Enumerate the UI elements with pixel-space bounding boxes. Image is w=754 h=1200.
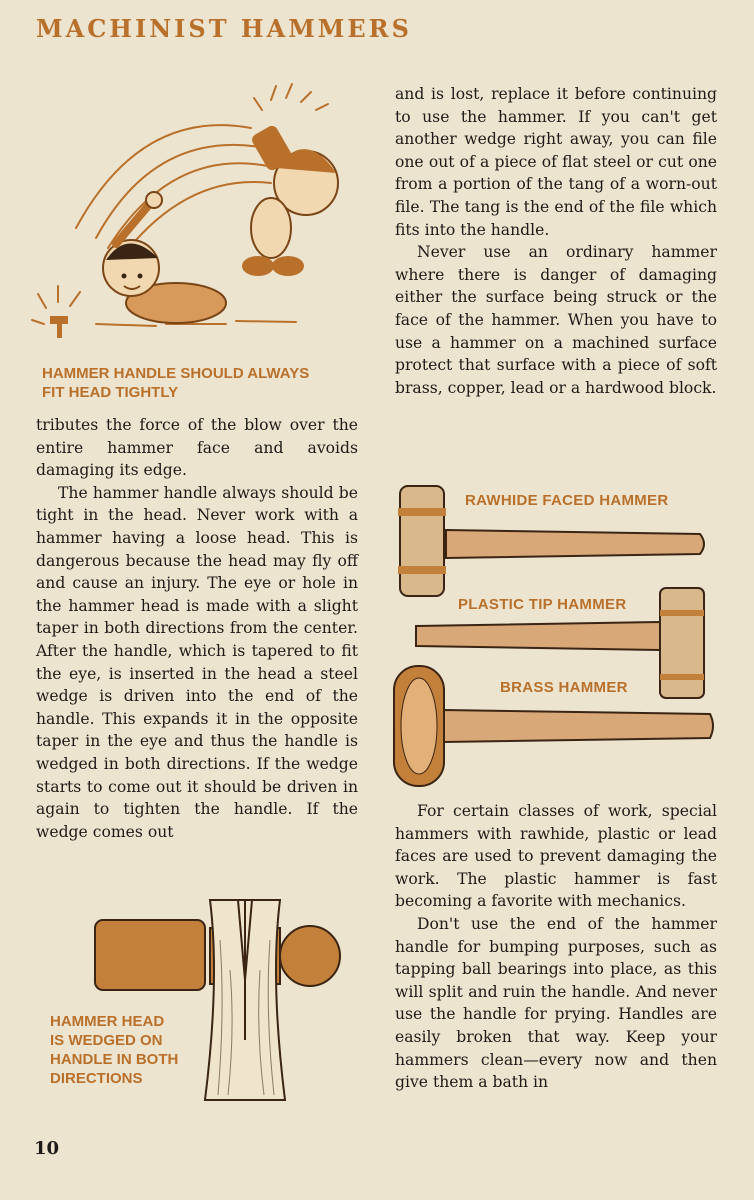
page-number: 10 (34, 1138, 60, 1159)
paragraph: tributes the force of the blow over the entire hammer face and avoids damaging its edge. (36, 416, 358, 480)
caption-line: IS WEDGED ON (50, 1032, 163, 1049)
paragraph: and is lost, replace it before continuing to use the hammer. If you can't get another wedge right away, you can file one out of a piece of flat steel or cut one from a portion of the tang of a worn-out file. The tang is the end of the file which fits into the handle. (395, 85, 717, 239)
caption-line: HANDLE IN BOTH (50, 1051, 179, 1068)
caption-line: HAMMER HEAD (50, 1013, 165, 1030)
right-column-text-bottom (395, 800, 717, 1094)
left-column-text (36, 414, 358, 843)
page-title: MACHINIST HAMMERS (36, 14, 412, 43)
paragraph: Never use an ordinary hammer where there is danger of damaging either the surface being struck or the face of the hammer. When you have to use a hammer on a machined surface protect that surface with a piece of soft brass, copper, lead or a hardwood block. (395, 243, 717, 397)
caption-line: FIT HEAD TIGHTLY (42, 384, 179, 401)
special-hammers-illustration (390, 478, 720, 798)
paragraph: Don't use the end of the hammer handle for bumping purposes, such as tapping ball bearings into place, as this will split and ruin the handle. And never use the handle for prying. Handles are easily broken that way. Keep your hammers clean—every now and then give them a bath in (395, 914, 717, 1092)
caption-line: DIRECTIONS (50, 1070, 143, 1087)
illustration-caption-top (42, 364, 309, 402)
cartoon-hammer-illustration (36, 88, 366, 358)
paragraph: The hammer handle always should be tight in the head. Never work with a hammer having a loose head. This is dangerous because the head may fly off and cause an injury. The eye or hole in the hammer head is made with a slight taper in both directions from the center. After the handle, which is tapered to fit the eye, is inserted in the head a steel wedge is driven into the end of the handle. This expands it in the opposite taper in the eye and thus the handle is wedged in both directions. If the wedge starts to come out it should be driven in again to tighten the handle. If the wedge comes out (36, 483, 358, 841)
plastic-hammer-label: PLASTIC TIP HAMMER (458, 596, 627, 613)
illustration-caption-bottom (50, 1012, 178, 1088)
paragraph: For certain classes of work, special hammers with rawhide, plastic or lead faces are used to prevent damaging the work. The plastic hammer is fast becoming a favorite with mechanics. (395, 802, 717, 911)
rawhide-hammer-label: RAWHIDE FACED HAMMER (465, 492, 669, 509)
right-column-text-top (395, 83, 717, 399)
brass-hammer-label: BRASS HAMMER (500, 679, 628, 696)
caption-line: HAMMER HANDLE SHOULD ALWAYS (42, 365, 310, 382)
